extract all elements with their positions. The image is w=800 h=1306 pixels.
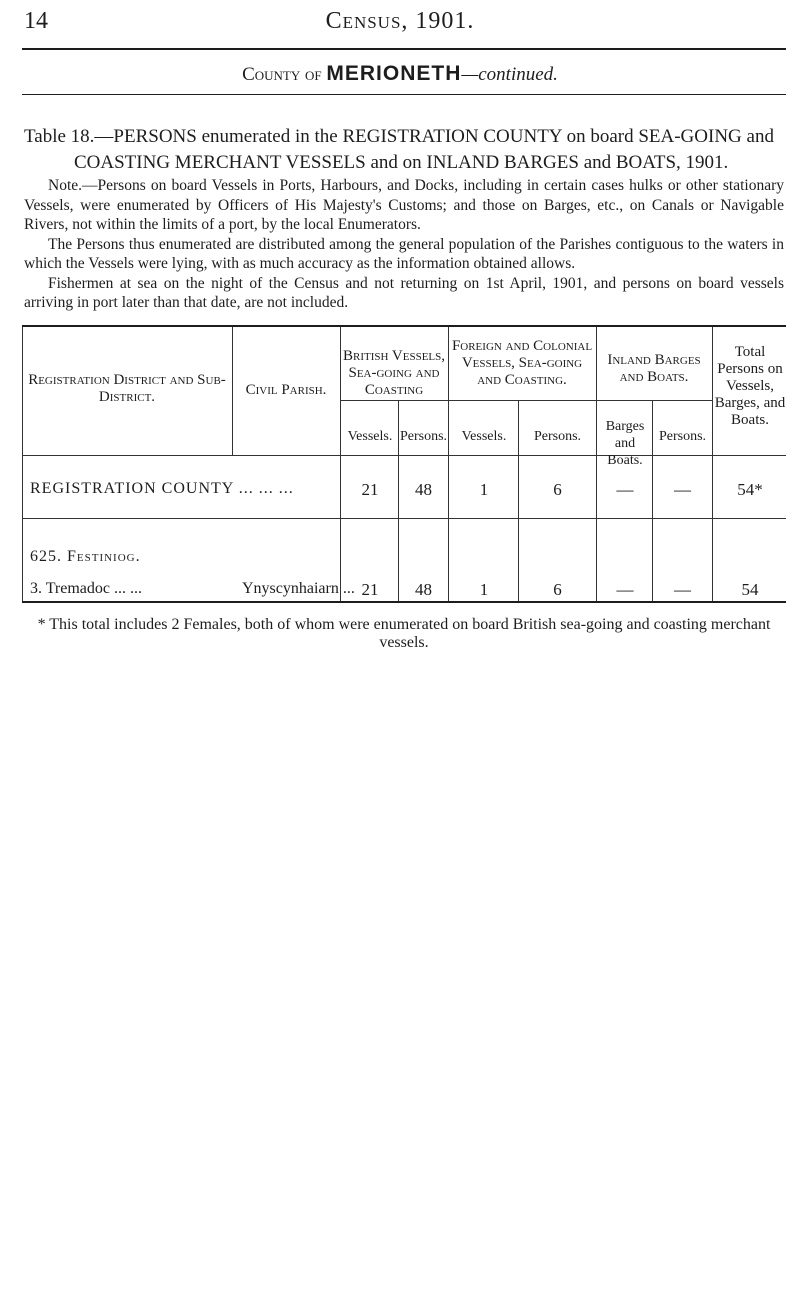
note-paragraph-3: Fishermen at sea on the night of the Census and not returning on 1st April, 1901, and persons on board vessels arriving in port later than that date, are not included. <box>24 274 784 311</box>
county-total: 54* <box>737 480 763 499</box>
note-paragraph-1: Note.—Persons on board Vessels in Ports, Harbours, and Docks, including in certain cases hulks or other stationary Vessels, were enumerated by Officers of His Majesty's Customs; and those on Barges, etc., on Canals or Navigable Rivers, not within the limits of a port, by the local Enumerators. <box>24 177 784 233</box>
parish-british-persons: 48 <box>415 580 432 599</box>
parish-inland-persons: — <box>674 580 691 599</box>
header-total-persons: Total Persons on Vessels, Barges, and Boats. <box>714 344 786 428</box>
parish-inland-barges: — <box>616 580 634 599</box>
header-civil-parish: Civil Parish. <box>245 382 327 398</box>
header-inland-barges-col: Barges and Boats. <box>605 419 645 468</box>
col-divider-parish <box>340 327 341 601</box>
footnote: * This total includes 2 Females, both of whom were enumerated on board British sea-going and coasting merchant vessels. <box>37 616 771 651</box>
page-number: 14 <box>24 8 48 34</box>
table-bottom-rule <box>22 601 786 603</box>
county-british-vessels: 21 <box>361 480 379 499</box>
sub-district-label: 3. Tremadoc ... ... <box>30 580 142 597</box>
header-inland-persons-col: Persons. <box>658 429 707 444</box>
header-inland-barges: Inland Barges and Boats. <box>607 352 701 385</box>
county-inland-persons: — <box>674 480 691 499</box>
col-divider-district <box>232 327 233 455</box>
header-british-persons-col: Persons. <box>399 429 448 444</box>
header-rule <box>22 48 786 50</box>
county-foreign-persons: 6 <box>553 480 562 499</box>
row-divider <box>22 518 786 519</box>
col-divider-british <box>448 327 449 601</box>
county-british-persons: 48 <box>415 480 432 499</box>
county-rule <box>22 94 786 95</box>
parish-total: 54 <box>741 580 759 599</box>
county-line <box>0 62 800 86</box>
parish-foreign-persons: 6 <box>553 580 562 599</box>
county-inland-barges: — <box>616 480 634 499</box>
county-suffix: —continued. <box>461 64 558 85</box>
header-british-vessels-col: Vessels. <box>347 429 393 444</box>
county-prefix: County of <box>242 64 322 85</box>
col-divider-foreign <box>596 327 597 601</box>
subheader-rule <box>340 400 712 401</box>
running-title: Census, 1901. <box>325 8 475 34</box>
county-row-label: REGISTRATION COUNTY ... ... ... <box>30 480 294 497</box>
parish-british-vessels: 21 <box>361 580 379 599</box>
note-paragraph-2: The Persons thus enumerated are distributed among the general population of the Parishes contiguous to the waters in which the Vessels were lying, with as much accuracy as the information obtained allows. <box>24 235 784 272</box>
parish-label: Ynyscynhaiarn ... <box>242 580 355 597</box>
table-title-line1: Table 18.—PERSONS enumerated in the REGISTRATION COUNTY on board SEA-GOING and <box>24 126 774 147</box>
parish-foreign-vessels: 1 <box>479 580 489 599</box>
table-left-border <box>22 327 23 601</box>
district-label: 625. Festiniog. <box>30 548 141 565</box>
header-foreign-persons-col: Persons. <box>533 429 582 444</box>
county-foreign-vessels: 1 <box>479 480 489 499</box>
table-title <box>24 124 784 176</box>
header-foreign-vessels-col: Vessels. <box>461 429 507 444</box>
table-note <box>24 176 784 313</box>
table-title-line2: COASTING MERCHANT VESSELS and on INLAND BARGES and BOATS, 1901. <box>74 152 729 173</box>
header-bottom-rule <box>22 455 786 456</box>
header-foreign-vessels: Foreign and Colonial Vessels, Sea-going and Coasting. <box>451 338 593 388</box>
header-reg-district: Registration District and Sub-District. <box>28 372 226 405</box>
col-divider-inland <box>712 327 713 601</box>
header-british-vessels: British Vessels, Sea-going and Coasting <box>342 348 446 398</box>
table-top-rule <box>22 325 786 327</box>
county-name: MERIONETH <box>326 62 462 85</box>
